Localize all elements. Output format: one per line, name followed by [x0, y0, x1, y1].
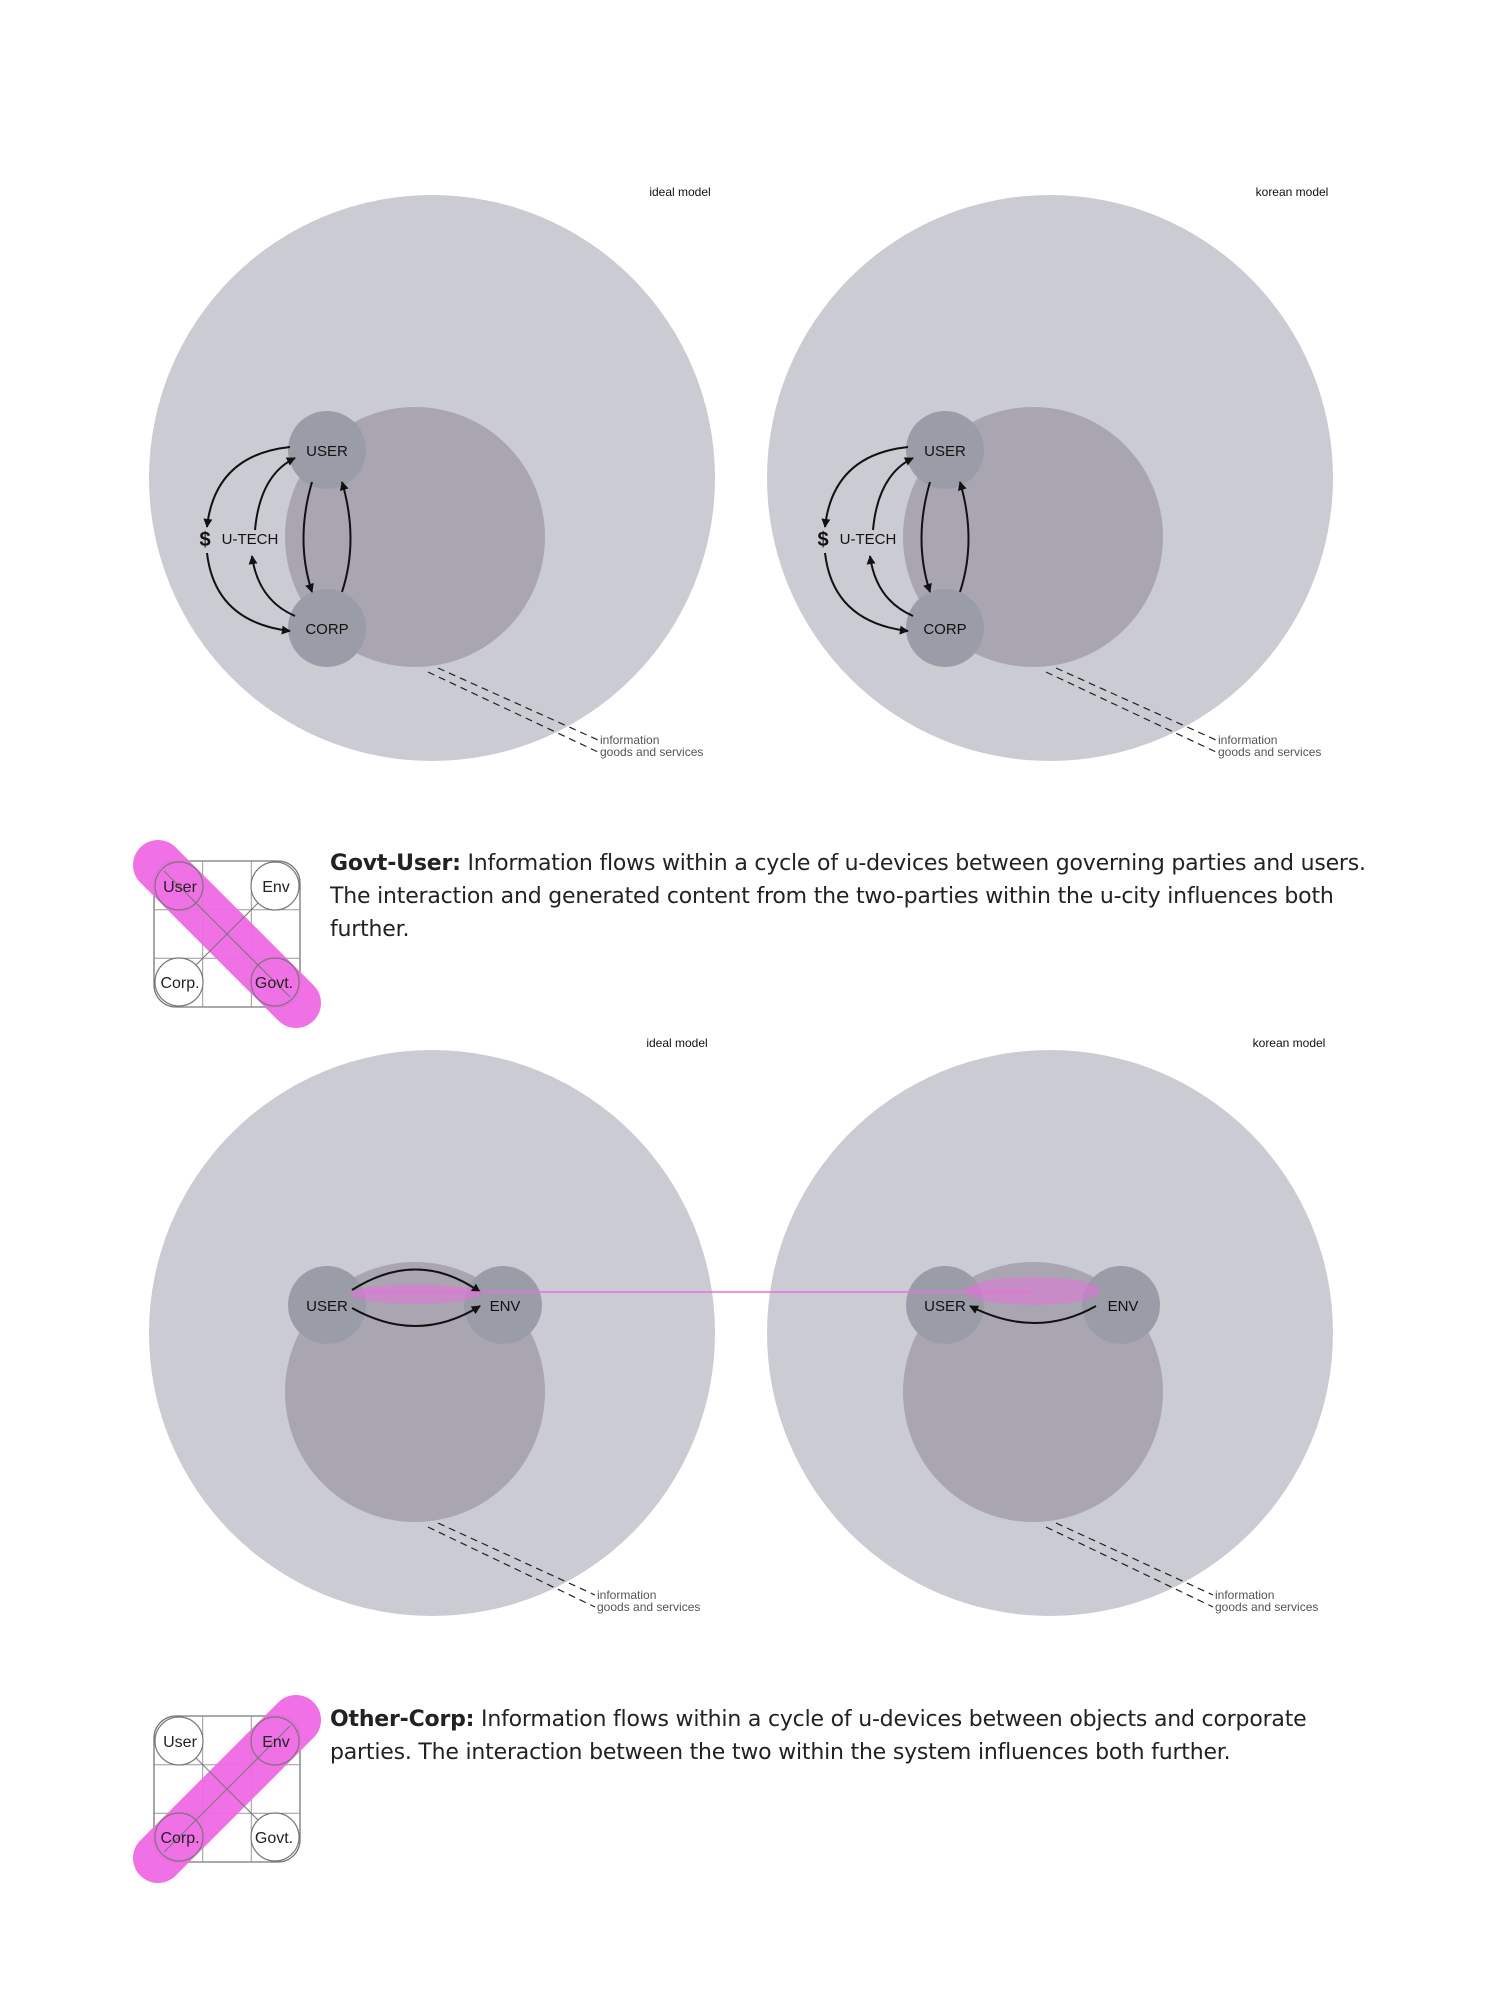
panel-title: korean model — [1255, 185, 1329, 199]
panel-title: korean model — [1252, 1036, 1326, 1050]
caption-govt-user — [330, 847, 1380, 946]
label-corp: CORP — [923, 621, 967, 638]
legend-govt-label: Govt. — [254, 1830, 294, 1847]
caption-other-corp — [330, 1703, 1380, 1769]
legend-corp-label: Corp. — [160, 975, 200, 992]
caption-title: Govt-User: — [330, 851, 461, 876]
label-env: ENV — [1107, 1298, 1139, 1315]
label-user: USER — [924, 1298, 966, 1315]
highlight-band — [350, 1284, 480, 1304]
note-information: information — [597, 1588, 657, 1602]
label-env: ENV — [489, 1298, 521, 1315]
legend-env-label: Env — [262, 879, 290, 896]
legend-corp-label: Corp. — [160, 1830, 200, 1847]
label-user: USER — [306, 1298, 348, 1315]
label-user: USER — [306, 443, 348, 460]
label-utech: U-TECH — [839, 531, 897, 548]
highlight-band — [965, 1277, 1101, 1305]
label-utech: U-TECH — [221, 531, 279, 548]
note-information: information — [1218, 733, 1278, 747]
note-goods: goods and services — [597, 1600, 701, 1614]
panel-korean-model-1 — [767, 185, 1333, 761]
caption-title: Other-Corp: — [330, 1707, 475, 1732]
dollar-icon: $ — [199, 529, 211, 551]
legend-icon-govt-user — [154, 861, 300, 1007]
label-corp: CORP — [305, 621, 349, 638]
panel-ideal-model-2 — [149, 1036, 715, 1616]
panel-title: ideal model — [649, 185, 711, 199]
caption-body: Information flows within a cycle of u-devices between objects and corporate parties. The interaction between the two within the system influences both further. — [330, 1707, 1307, 1765]
note-goods: goods and services — [1215, 1600, 1319, 1614]
panel-title: ideal model — [646, 1036, 708, 1050]
panel-korean-model-2 — [767, 1036, 1333, 1616]
legend-govt-label: Govt. — [254, 975, 294, 992]
legend-user-label: User — [163, 879, 197, 896]
note-information: information — [1215, 1588, 1275, 1602]
panel-ideal-model-1 — [149, 185, 715, 761]
legend-env-label: Env — [262, 1734, 290, 1751]
legend-user-label: User — [163, 1734, 197, 1751]
note-goods: goods and services — [1218, 745, 1322, 759]
caption-body: Information flows within a cycle of u-devices between governing parties and users. The interaction and generated content from the two-parties within the u-city influences both further. — [330, 851, 1366, 942]
legend-icon-other-corp — [154, 1716, 300, 1862]
note-goods: goods and services — [600, 745, 704, 759]
label-user: USER — [924, 443, 966, 460]
note-information: information — [600, 733, 660, 747]
dollar-icon: $ — [817, 529, 829, 551]
